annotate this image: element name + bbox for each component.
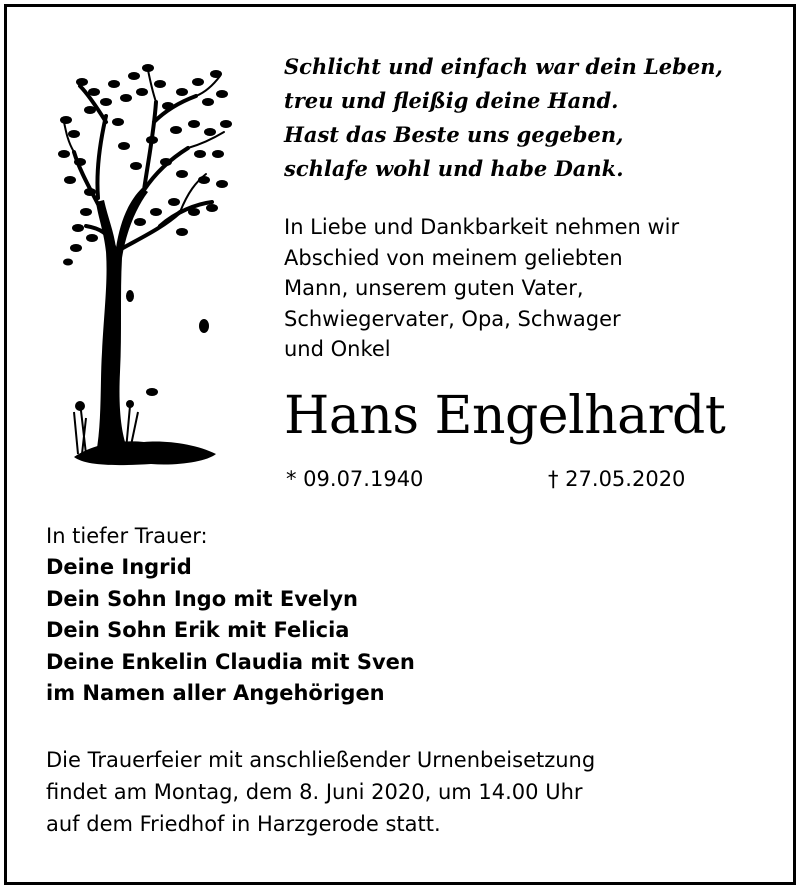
service-line: Die Trauerfeier mit anschließender Urnenbeisetzung xyxy=(46,748,596,772)
farewell-intro xyxy=(284,212,679,365)
memorial-poem xyxy=(284,50,723,186)
mourning-intro: In tiefer Trauer: xyxy=(46,524,208,548)
intro-line: und Onkel xyxy=(284,337,391,361)
mourner-name: im Namen aller Angehörigen xyxy=(46,681,385,705)
intro-line: Schwiegervater, Opa, Schwager xyxy=(284,306,621,331)
service-line: auf dem Friedhof in Harzgerode statt. xyxy=(46,812,441,836)
poem-line: schlafe wohl und habe Dank. xyxy=(284,156,624,181)
poem-line: Schlicht und einfach war dein Leben, xyxy=(284,54,723,79)
mourner-name: Dein Sohn Erik mit Felicia xyxy=(46,618,350,642)
funeral-service-info xyxy=(46,744,595,840)
death-date: † 27.05.2020 xyxy=(548,467,686,491)
service-line: findet am Montag, dem 8. Juni 2020, um 14.00 Uhr xyxy=(46,780,583,804)
intro-line: Mann, unserem guten Vater, xyxy=(284,276,584,300)
deceased-name: Hans Engelhardt xyxy=(284,386,726,446)
mourners-list xyxy=(46,552,415,710)
tree-icon xyxy=(56,62,246,482)
mourner-name: Dein Sohn Ingo mit Evelyn xyxy=(46,586,358,611)
intro-line: In Liebe und Dankbarkeit nehmen wir xyxy=(284,215,680,239)
mourner-name: Deine Ingrid xyxy=(46,555,192,579)
poem-line: treu und fleißig deine Hand. xyxy=(284,88,619,113)
birth-date: * 09.07.1940 xyxy=(286,467,424,491)
intro-line: Abschied von meinem geliebten xyxy=(284,245,623,270)
mourner-name: Deine Enkelin Claudia mit Sven xyxy=(46,649,415,674)
poem-line: Hast das Beste uns gegeben, xyxy=(284,122,624,147)
